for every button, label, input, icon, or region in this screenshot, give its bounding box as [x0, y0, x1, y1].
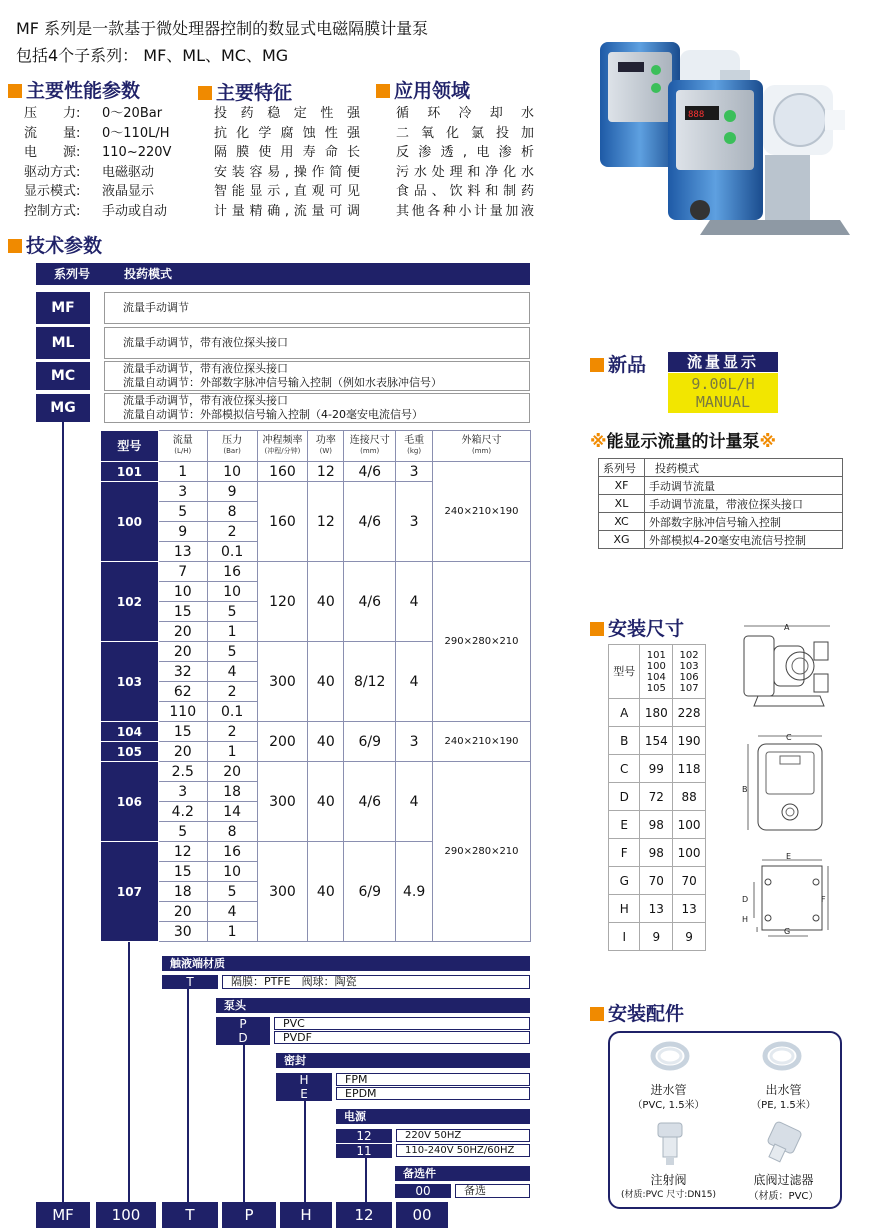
pressure-cell: 1: [207, 622, 257, 642]
power-cell: 12: [308, 462, 344, 482]
new-series-table: [598, 458, 843, 549]
table-row: D 72 88: [609, 783, 706, 811]
power-value-220v: 220V 50HZ: [396, 1129, 530, 1142]
pressure-cell: 4: [207, 662, 257, 682]
flow-cell: 20: [158, 642, 207, 662]
conn-cell: 4/6: [344, 462, 396, 482]
application-item: 其他各种小计量加液: [396, 203, 534, 219]
flow-cell: 20: [158, 902, 207, 922]
final-code-t: T: [162, 1202, 218, 1228]
connector-line: [62, 422, 64, 1202]
box-size-cell: 240×210×190: [433, 722, 531, 762]
flow-display-title: 流量显示: [668, 352, 778, 372]
final-code-mf: MF: [36, 1202, 90, 1228]
table-row: [101, 462, 531, 482]
conn-cell: 6/9: [344, 722, 396, 762]
power-code-12: 12: [336, 1129, 392, 1143]
h-stroke: 冲程频率 (冲程/分钟): [257, 431, 308, 462]
model-104: 104: [101, 722, 159, 742]
foot-valve-filter-icon: [758, 1119, 806, 1167]
seal-value-fpm: FPM: [336, 1073, 530, 1086]
power-cell: 40: [308, 562, 344, 642]
pressure-cell: 8: [207, 822, 257, 842]
flow-cell: 20: [158, 742, 207, 762]
stroke-cell: 120: [257, 562, 308, 642]
weight-cell: 4: [396, 642, 433, 722]
new-product-heading: 新品: [590, 350, 646, 377]
asterisk-mark-icon: ※: [590, 432, 607, 452]
stroke-cell: 160: [257, 462, 308, 482]
model-col-1: 101 100 104 105: [640, 645, 673, 699]
stroke-cell: 300: [257, 842, 308, 942]
orange-square-icon: [590, 358, 604, 372]
accessories-box: [608, 1031, 842, 1209]
connector-line: [187, 989, 189, 1202]
svg-text:C: C: [786, 733, 792, 742]
model-106: 106: [101, 762, 159, 842]
spec-header-row: [101, 431, 531, 462]
injection-valve-name: 注射阀: [650, 1173, 687, 1187]
model-105: 105: [101, 742, 159, 762]
final-code-p: P: [222, 1202, 276, 1228]
power-cell: 40: [308, 722, 344, 762]
flow-cell: 10: [158, 582, 207, 602]
svg-text:D: D: [742, 895, 749, 904]
model-103: 103: [101, 642, 159, 722]
head-code-d: D: [216, 1031, 270, 1045]
performance-row: 显示模式: 液晶显示: [24, 184, 155, 199]
flow-cell: 5: [158, 502, 207, 522]
svg-text:888: 888: [688, 110, 705, 120]
weight-cell: 4: [396, 762, 433, 842]
performance-row: 电 源: 110~220V: [24, 145, 172, 160]
features-heading: 主要特征: [198, 78, 292, 105]
h-flow: 流量 (L/H): [158, 431, 207, 462]
mode-header-label: 投药模式: [124, 267, 173, 281]
table-row: F 98 100: [609, 839, 706, 867]
performance-row: 驱动方式: 电磁驱动: [24, 164, 155, 180]
seal-code-e: E: [276, 1087, 332, 1101]
orange-square-icon: [8, 84, 22, 98]
application-item: 二氧化氯投加: [396, 125, 534, 141]
power-cell: 12: [308, 482, 344, 562]
x-h-series: 系列号: [599, 459, 645, 477]
pressure-cell: 1: [207, 922, 257, 942]
weight-cell: 3: [396, 482, 433, 562]
weight-cell: 3: [396, 722, 433, 762]
h-weight: 毛重 (kg): [396, 431, 433, 462]
pump-side-view-drawing: [738, 618, 838, 718]
pressure-cell: 8: [207, 502, 257, 522]
stroke-cell: 160: [257, 482, 308, 562]
model-102: 102: [101, 562, 159, 642]
flow-cell: 4.2: [158, 802, 207, 822]
table-row: XC 外部数字脉冲信号输入控制: [599, 513, 843, 531]
lcd-display: [668, 373, 778, 413]
foot-valve-filter-spec: （材质：PVC）: [748, 1191, 819, 1202]
injection-valve-icon: [650, 1119, 690, 1167]
table-row: [609, 645, 706, 699]
pump-product-photo: [590, 30, 870, 255]
install-size-table: [608, 644, 706, 951]
wetted-value: 隔膜：PTFE 阀球：陶瓷: [222, 975, 530, 989]
pressure-cell: 2: [207, 722, 257, 742]
power-value-110-240v: 110-240V 50HZ/60HZ: [396, 1144, 530, 1157]
wetted-title: 触液端材质: [162, 956, 530, 971]
flow-cell: 5: [158, 822, 207, 842]
wetted-code: T: [162, 975, 218, 989]
connector-line: [243, 1044, 245, 1202]
x-h-mode: 投药模式: [645, 459, 843, 477]
pump-base-view-drawing: [738, 852, 838, 942]
table-row: XF 手动调节流量: [599, 477, 843, 495]
series-code-mg: MG: [36, 394, 90, 422]
pressure-cell: 20: [207, 762, 257, 782]
pressure-cell: 0.1: [207, 542, 257, 562]
box-size-cell: 240×210×190: [433, 462, 531, 562]
model-107: 107: [101, 842, 159, 942]
series-desc-mf: 流量手动调节: [104, 292, 530, 324]
model-100: 100: [101, 482, 159, 562]
model-label: 型号: [609, 645, 640, 699]
inlet-tube-name: 进水管: [650, 1083, 687, 1097]
flow-cell: 110: [158, 702, 207, 722]
pressure-cell: 1: [207, 742, 257, 762]
pressure-cell: 9: [207, 482, 257, 502]
flow-cell: 13: [158, 542, 207, 562]
pressure-cell: 10: [207, 862, 257, 882]
table-row: [101, 562, 531, 582]
extra-value: 备选: [455, 1184, 530, 1198]
pressure-cell: 4: [207, 902, 257, 922]
performance-row: 流 量: 0～110L/H: [24, 125, 170, 141]
pressure-cell: 16: [207, 842, 257, 862]
series-code-mf: MF: [36, 292, 90, 324]
outlet-tube-spec: （PE, 1.5米）: [751, 1100, 816, 1111]
model-101: 101: [101, 462, 159, 482]
application-item: 反渗透,电渗析: [396, 145, 534, 160]
title-line-2: 包括4个子系列： MF、ML、MC、MG: [16, 46, 289, 65]
series-code-ml: ML: [36, 327, 90, 359]
model-col-2: 102 103 106 107: [673, 645, 706, 699]
weight-cell: 4.9: [396, 842, 433, 942]
flow-cell: 1: [158, 462, 207, 482]
final-code-h: H: [280, 1202, 332, 1228]
title-line-1: MF 系列是一款基于微处理器控制的数显式电磁隔膜计量泵: [16, 19, 429, 38]
pump-front-view-drawing: [740, 730, 840, 840]
pressure-cell: 18: [207, 782, 257, 802]
flow-cell: 15: [158, 722, 207, 742]
box-size-cell: 290×280×210: [433, 762, 531, 942]
power-title: 电源: [336, 1109, 530, 1124]
head-value-pvc: PVC: [274, 1017, 530, 1030]
pressure-cell: 10: [207, 462, 257, 482]
table-row: B 154 190: [609, 727, 706, 755]
injection-valve-spec: (材质:PVC 尺寸:DN15): [621, 1190, 716, 1200]
svg-text:B: B: [742, 785, 748, 794]
h-box: 外箱尺寸 (mm): [433, 431, 531, 462]
table-row: E 98 100: [609, 811, 706, 839]
seal-value-epdm: EPDM: [336, 1087, 530, 1100]
outlet-tube-name: 出水管: [765, 1083, 802, 1097]
power-cell: 40: [308, 642, 344, 722]
final-code-100: 100: [96, 1202, 156, 1228]
feature-item: 安装容易,操作简便: [214, 164, 360, 180]
feature-item: 计量精确,流量可调: [214, 203, 360, 219]
feature-item: 智能显示,直观可见: [214, 184, 360, 199]
flow-cell: 15: [158, 862, 207, 882]
final-code-12: 12: [336, 1202, 392, 1228]
table-row: XL 手动调节流量，带液位探头接口: [599, 495, 843, 513]
h-conn: 连接尺寸 (mm): [344, 431, 396, 462]
table-row: XG 外部模拟4-20毫安电流信号控制: [599, 531, 843, 549]
connector-line: [365, 1157, 367, 1202]
pressure-cell: 2: [207, 522, 257, 542]
conn-cell: 8/12: [344, 642, 396, 722]
stroke-cell: 200: [257, 722, 308, 762]
svg-text:A: A: [784, 623, 790, 632]
application-item: 污水处理和净化水: [396, 164, 534, 180]
flow-cell: 15: [158, 602, 207, 622]
weight-cell: 4: [396, 562, 433, 642]
orange-square-icon: [590, 622, 604, 636]
h-model: 型号: [101, 431, 159, 462]
head-title: 泵头: [216, 998, 530, 1013]
seal-title: 密封: [276, 1053, 530, 1068]
box-size-cell: 290×280×210: [433, 562, 531, 722]
flow-cell: 32: [158, 662, 207, 682]
table-row: H 13 13: [609, 895, 706, 923]
conn-cell: 4/6: [344, 482, 396, 562]
h-press: 压力 (Bar): [207, 431, 257, 462]
performance-row: 压 力: 0～20Bar: [24, 106, 163, 121]
pressure-cell: 10: [207, 582, 257, 602]
table-row: [101, 762, 531, 782]
power-cell: 40: [308, 842, 344, 942]
pressure-cell: 5: [207, 642, 257, 662]
tech-heading: 技术参数: [8, 231, 102, 258]
pressure-cell: 2: [207, 682, 257, 702]
table-row: C 99 118: [609, 755, 706, 783]
performance-row: 控制方式: 手动或自动: [24, 203, 168, 219]
flow-cell: 7: [158, 562, 207, 582]
weight-cell: 3: [396, 462, 433, 482]
install-heading: 安装尺寸: [590, 614, 684, 641]
flow-cell: 30: [158, 922, 207, 942]
orange-square-icon: [198, 86, 212, 100]
lcd-line-1: 9.00L/H: [691, 375, 755, 393]
power-code-11: 11: [336, 1144, 392, 1158]
svg-text:F: F: [821, 895, 826, 904]
pressure-cell: 14: [207, 802, 257, 822]
final-code-00: 00: [396, 1202, 448, 1228]
feature-item: 抗化学腐蚀性强: [214, 125, 360, 141]
applications-list: [396, 104, 534, 221]
inlet-tube-spec: （PVC, 1.5米）: [632, 1100, 705, 1111]
flow-cell: 18: [158, 882, 207, 902]
power-cell: 40: [308, 762, 344, 842]
stroke-cell: 300: [257, 642, 308, 722]
table-row: [101, 722, 531, 742]
flow-cell: 3: [158, 782, 207, 802]
flow-cell: 2.5: [158, 762, 207, 782]
conn-cell: 4/6: [344, 562, 396, 642]
flow-cell: 9: [158, 522, 207, 542]
application-item: 食品、饮料和制药: [396, 184, 534, 199]
connector-line: [128, 940, 130, 1202]
svg-text:H: H: [742, 915, 749, 924]
svg-text:G: G: [784, 927, 791, 936]
table-row: [599, 459, 843, 477]
performance-heading: 主要性能参数: [8, 76, 140, 103]
series-desc-mc: 流量手动调节，带有液位探头接口 流量自动调节：外部数字脉冲信号输入控制（例如水表脉冲信号）: [104, 361, 530, 391]
extra-title: 备选件: [395, 1166, 530, 1181]
performance-list: [24, 104, 171, 221]
new-product-banner: ※能显示流量的计量泵※: [590, 432, 777, 452]
series-desc-mg: 流量手动调节，带有液位探头接口 流量自动调节：外部模拟信号输入控制（4-20毫安电流信号）: [104, 393, 530, 423]
features-list: [214, 104, 360, 221]
conn-cell: 4/6: [344, 762, 396, 842]
inlet-tube-icon: [648, 1039, 692, 1073]
foot-valve-filter-name: 底阀过滤器: [753, 1173, 814, 1187]
pressure-cell: 5: [207, 602, 257, 622]
series-header-bar: [36, 263, 530, 285]
extra-code: 00: [395, 1184, 451, 1198]
pressure-cell: 0.1: [207, 702, 257, 722]
svg-text:I: I: [756, 926, 759, 934]
table-row: I 9 9: [609, 923, 706, 951]
orange-square-icon: [590, 1007, 604, 1021]
feature-item: 投药稳定性强: [214, 106, 360, 121]
spec-table: [100, 430, 531, 942]
seal-code-h: H: [276, 1073, 332, 1087]
head-value-pvdf: PVDF: [274, 1031, 530, 1044]
svg-text:E: E: [786, 852, 792, 861]
orange-square-icon: [376, 84, 390, 98]
flow-cell: 12: [158, 842, 207, 862]
flow-cell: 62: [158, 682, 207, 702]
flow-cell: 3: [158, 482, 207, 502]
feature-item: 隔膜使用寿命长: [214, 145, 360, 160]
flow-cell: 20: [158, 622, 207, 642]
head-code-p: P: [216, 1017, 270, 1031]
lcd-line-2: MANUAL: [695, 393, 751, 411]
conn-cell: 6/9: [344, 842, 396, 942]
connector-line: [304, 1100, 306, 1202]
series-desc-ml: 流量手动调节，带有液位探头接口: [104, 327, 530, 359]
asterisk-mark-icon: ※: [759, 432, 777, 452]
series-code-mc: MC: [36, 362, 90, 390]
accessories-heading: 安装配件: [590, 999, 684, 1026]
application-item: 循环冷却水: [396, 106, 534, 121]
orange-square-icon: [8, 239, 22, 253]
h-power: 功率 (W): [308, 431, 344, 462]
applications-heading: 应用领域: [376, 76, 470, 103]
outlet-tube-icon: [760, 1039, 804, 1073]
table-row: A 180 228: [609, 699, 706, 727]
pressure-cell: 5: [207, 882, 257, 902]
series-header-label: 系列号: [54, 267, 91, 281]
stroke-cell: 300: [257, 762, 308, 842]
table-row: G 70 70: [609, 867, 706, 895]
pressure-cell: 16: [207, 562, 257, 582]
